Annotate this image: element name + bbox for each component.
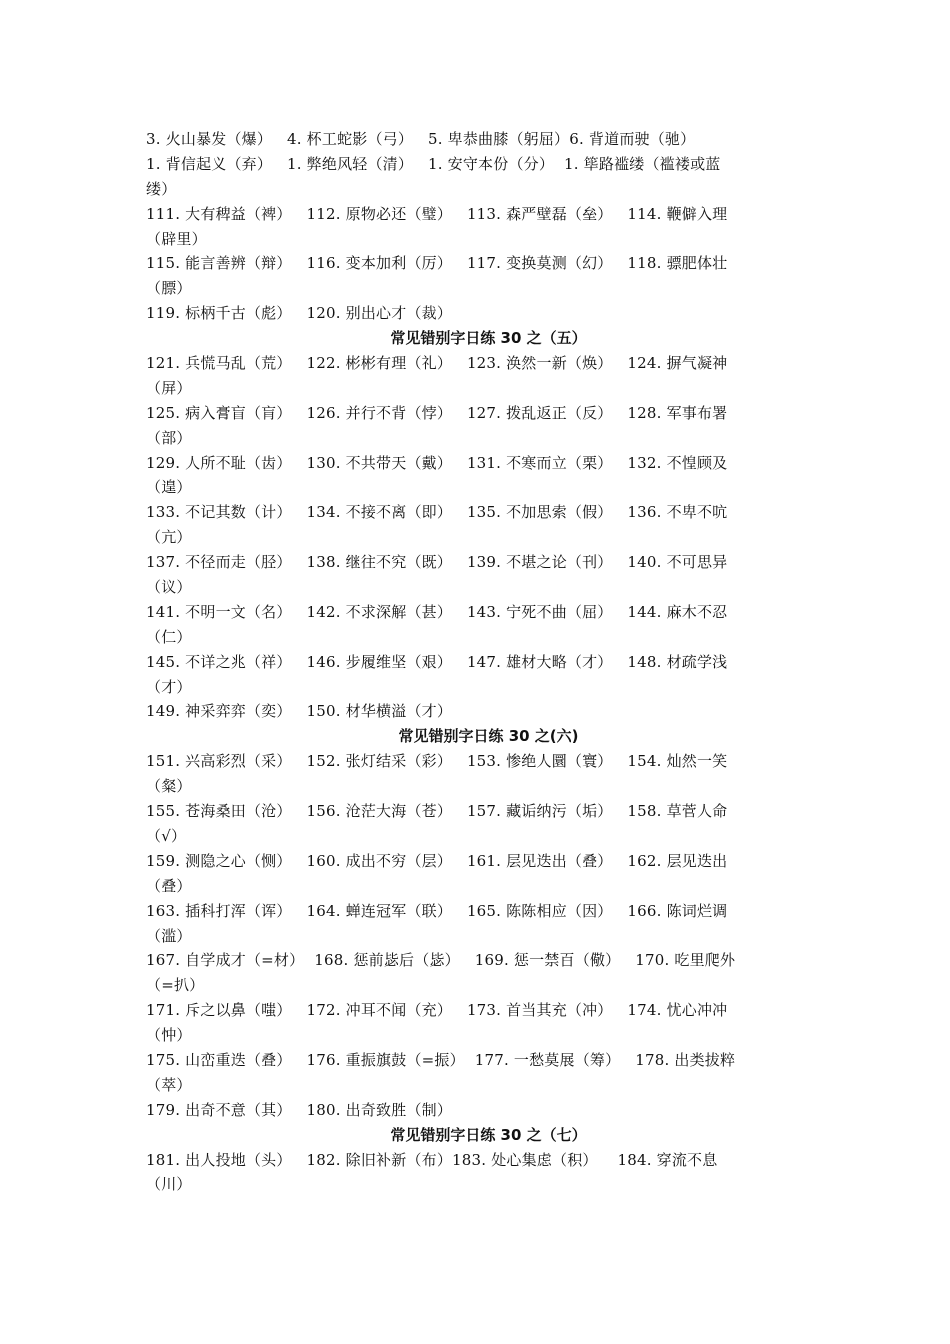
text-line: （亢） [146,528,192,547]
text-line: 1. 背信起义（弃） 1. 弊绝风轻（清） 1. 安守本份（分） 1. 筚路褴缕（褴褛或蓝 [146,154,721,173]
text-line: 133. 不记其数（计） 134. 不接不离（即） 135. 不加思索（假） 136. 不卑不吭 [146,503,728,522]
text-line: 119. 标柄千古（彪） 120. 别出心才（裁） [146,304,453,323]
text-line: 175. 山峦重迭（叠） 176. 重振旗鼓（=振） 177. 一愁莫展（筹） 178. 出类拔粹 [146,1050,736,1069]
text-line: （萃） [146,1075,192,1094]
text-line: 171. 斥之以鼻（嗤） 172. 冲耳不闻（充） 173. 首当其充（冲） 174. 忧心冲冲 [146,1001,728,1020]
text-line: 145. 不详之兆（祥） 146. 步履维坚（艰） 147. 雄材大略（才） 148. 材疏学浅 [146,652,728,671]
text-line: （膘） [146,279,192,298]
text-line: （遑） [146,478,192,497]
text-line: 125. 病入膏盲（肓） 126. 并行不背（悖） 127. 拨乱返正（反） 128. 军事布署 [146,403,728,422]
text-line: 111. 大有稗益（裨） 112. 原物必还（璧） 113. 森严壁磊（垒） 114. 鞭僻入理 [146,204,728,223]
text-line: （川） [146,1175,192,1194]
text-line: 129. 人所不耻（齿） 130. 不共带天（戴） 131. 不寒而立（栗） 132. 不惶顾及 [146,453,728,472]
text-line: （屏） [146,378,192,397]
text-line: （部） [146,428,192,447]
text-line: 3. 火山暴发（爆） 4. 杯工蛇影（弓） 5. 卑恭曲膝（躬屈）6. 背道而驶（驰） [146,130,696,148]
text-line: 167. 自学成才（=材） 168. 惩前毖后（毖） 169. 惩一禁百（儆） 170. 吃里爬外 [146,951,736,970]
text-line: 179. 出奇不意（其） 180. 出奇致胜（制） [146,1100,453,1119]
text-line: 缕） [146,179,177,198]
text-line: （粲） [146,777,192,796]
text-line: （辟里） [146,229,207,248]
text-line: 141. 不明一文（名） 142. 不求深解（甚） 143. 宁死不曲（屈） 144. 麻木不忍 [146,602,728,621]
text-line: 137. 不径而走（胫） 138. 继往不究（既） 139. 不堪之论（刊） 140. 不可思异 [146,553,728,572]
section-heading: 常见错别字日练 30 之（七） [390,1125,587,1144]
text-line: 121. 兵慌马乱（荒） 122. 彬彬有理（礼） 123. 涣然一新（焕） 124. 摒气凝神 [146,354,728,373]
text-line: （=扒） [146,976,205,995]
text-line: 181. 出人投地（头） 182. 除旧补新（布）183. 处心集虑（积） 184. 穿流不息 [146,1150,718,1169]
text-line: （议） [146,578,192,597]
text-line: （√） [146,826,187,845]
text-line: （仁） [146,627,192,646]
text-line: （才） [146,677,192,696]
text-line: （忡） [146,1026,192,1045]
text-line: 149. 神采弈弈（奕） 150. 材华横溢（才） [146,702,453,721]
text-line: 115. 能言善辨（辩） 116. 变本加利（厉） 117. 变换莫测（幻） 118. 骠肥体壮 [146,254,728,273]
text-line: 155. 苍海桑田（沧） 156. 沧茫大海（苍） 157. 藏诟纳污（垢） 158. 草菅人命 [146,802,728,821]
text-line: （滥） [146,926,192,945]
section-heading: 常见错别字日练 30 之(六) [398,727,579,746]
text-line: 159. 测隐之心（恻） 160. 成出不穷（层） 161. 层见迭出（叠） 162. 层见迭出 [146,851,728,870]
text-line: 151. 兴高彩烈（采） 152. 张灯结采（彩） 153. 惨绝人圜（寰） 154. 灿然一笑 [146,752,728,771]
document-body [146,127,811,1197]
text-line: （叠） [146,876,192,895]
section-heading: 常见错别字日练 30 之（五） [390,329,587,348]
text-line: 163. 插科打浑（诨） 164. 蝉连冠军（联） 165. 陈陈相应（因） 166. 陈词烂调 [146,901,728,920]
